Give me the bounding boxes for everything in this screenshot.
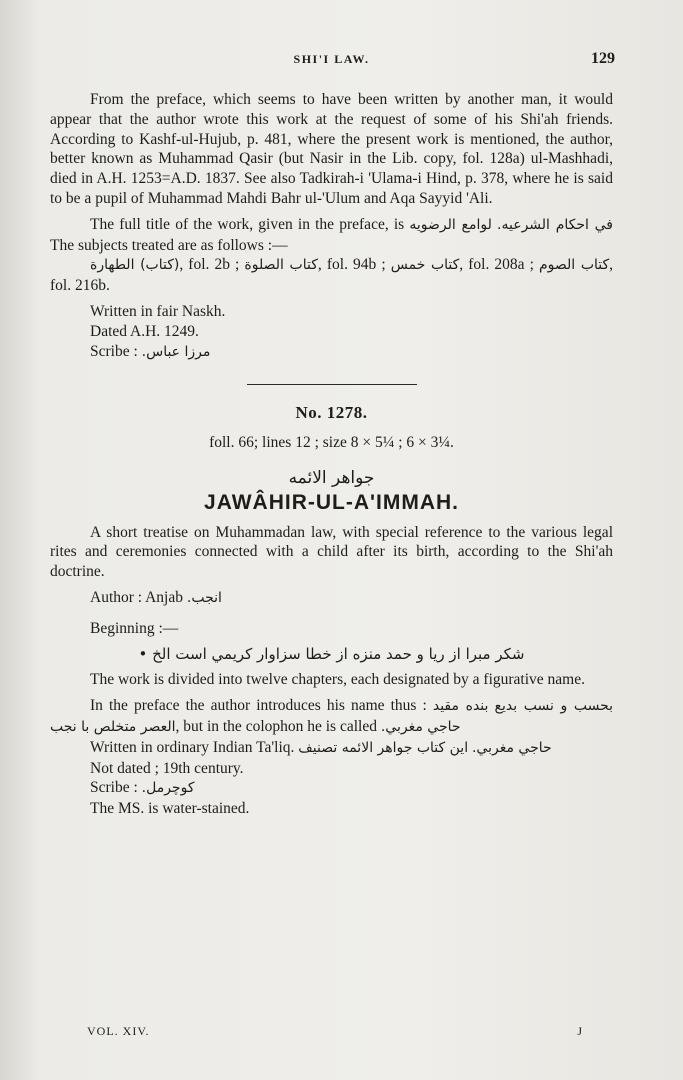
entry-scribe-line (50, 778, 613, 799)
entry-scribe-arabic: کوچرمل. (141, 780, 195, 797)
preface-intro-paragraph (50, 696, 613, 738)
subject-3-fol: , fol. 208a ; (459, 256, 534, 274)
written-taliq-paragraph (50, 738, 613, 759)
full-title-arabic-2: في احكام الشرعيه. (497, 216, 614, 233)
page-footer (87, 1024, 583, 1039)
dated-line: Dated A.H. 1249. (90, 322, 199, 340)
full-title-tail: The subjects treated are as follows :— (50, 236, 288, 254)
entry-title: JAWÂHIR-UL-A'IMMAH. (204, 490, 459, 514)
entry-physical-description: foll. 66; lines 12 ; size 8 × 5¼ ; 6 × 3¼. (209, 434, 454, 452)
entry-scribe-label: Scribe : (90, 779, 138, 797)
full-title-lead: The full title of the work, given in the preface, is (90, 215, 405, 233)
subject-3-arabic: كتاب خمس (390, 257, 460, 274)
written-line: Written in fair Naskh. (90, 302, 226, 320)
volume-label: VOL. XIV. (87, 1024, 150, 1038)
preface-intro-arabic-1: بنده مقید (432, 698, 489, 715)
entry-arabic-title: جواهر الائمه (288, 467, 375, 488)
subject-1-fol: , fol. 2b ; (179, 256, 240, 274)
subject-1-arabic: (كتاب) الطهارة (90, 257, 180, 274)
subject-2-fol: , fol. 94b ; (317, 256, 386, 274)
condition-line: The MS. is water-stained. (90, 800, 250, 818)
written-taliq-arabic-2: حاجي مغربي. (471, 739, 552, 756)
subjects-list (50, 255, 613, 296)
page-header (50, 52, 613, 72)
colophon-arabic: حاجي مغربي. (380, 718, 461, 735)
running-head: SHI'I LAW. (293, 52, 370, 66)
subject-4-arabic: كتاب الصوم (538, 257, 610, 274)
section-divider (247, 384, 417, 385)
written-taliq-text: Written in ordinary Indian Ta'liq. (90, 738, 295, 756)
entry-number: No. 1278. (295, 403, 368, 423)
page-number: 129 (591, 50, 615, 67)
page-body (50, 90, 613, 819)
not-dated-line: Not dated ; 19th century. (90, 759, 244, 777)
preface-paragraph: From the preface, which seems to have been written by another man, it would appear that the author wrote this work at the request of some of his Shi'ah friends. According to Kashf-ul-Hujub, p. 481, where the present work is mentioned, the author, better known as Muhammad Qasir (but Nasir in the Lib. copy, fol. 128a) ul-Mashhadi, died in A.H. 1253=A.D. 1837. See also Tadkirah-i 'Ulama-i Hind, p. 378, where he is said to be a pupil of Muhammad Mahdi Bahr ul-'Ulum and Aqa Sayyid 'Ali. (50, 91, 613, 207)
signature-mark: J (577, 1024, 583, 1038)
beginning-arabic: شکر مبرا از ریا و حمد منزه از خطا سزاوار کریمي است الخ • (138, 644, 525, 663)
subject-4-fol: , fol. 216b. (50, 256, 614, 295)
written-taliq-arabic-1: این کتاب جواهر الائمه تصنیف (298, 739, 469, 756)
full-title-arabic-1: لوامع الرضويه (409, 216, 492, 233)
chapters-paragraph: The work is divided into twelve chapters, each designated by a figurative name. (90, 671, 585, 689)
scribe-line (50, 342, 613, 363)
author-arabic: انجب. (186, 589, 222, 606)
entry-description: A short treatise on Muhammadan law, with special reference to the various legal rites and ceremonies connected with a child after its birth, according to the Shi'ah doctrine. (50, 523, 613, 581)
scribe-arabic: مرزا عباس. (141, 343, 211, 360)
preface-intro-text: In the preface the author introduces his name thus : (90, 697, 427, 715)
beginning-label: Beginning :— (90, 619, 179, 637)
colophon-text: , but in the colophon he is called (175, 717, 377, 735)
full-title-paragraph (50, 215, 613, 256)
subject-2-arabic: كتاب الصلوة (244, 257, 318, 274)
preface-intro-arabic-2: بحسب و نسب بدیع العصر متخلص با نجب (50, 698, 614, 735)
author-line (50, 588, 613, 609)
scribe-label: Scribe : (90, 342, 138, 360)
author-label: Author : Anjab (90, 588, 183, 606)
